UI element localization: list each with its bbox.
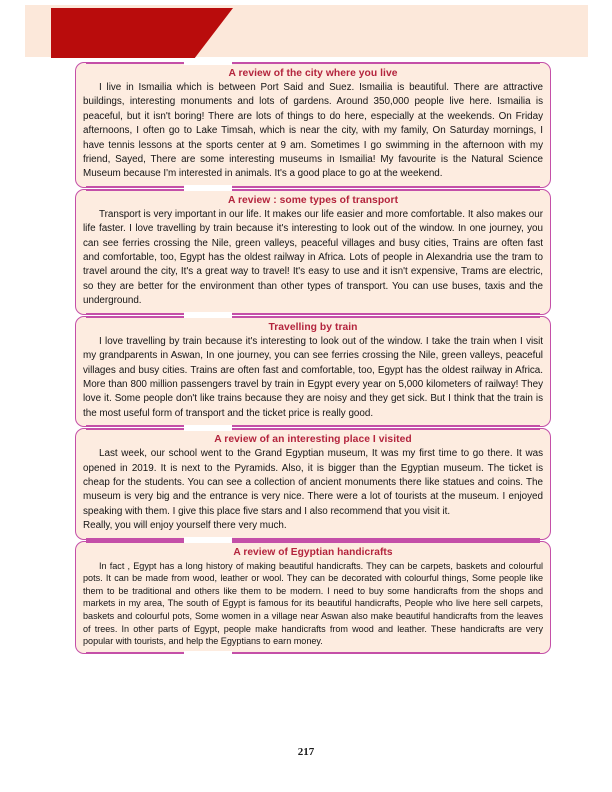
box-top-notch: [184, 539, 232, 543]
page-number: 217: [297, 746, 315, 758]
page-content: [0, 62, 612, 655]
box-top-edge-right: [232, 189, 540, 191]
review-body-place-extra: Really, you will enjoy yourself there very much.: [83, 520, 287, 532]
header-banner: [25, 5, 588, 57]
review-title-city: A review of the city where you live: [228, 68, 398, 79]
box-bottom-edge-right: [232, 652, 540, 654]
box-top-notch: [184, 427, 232, 431]
review-body-place: Last week, our school went to the Grand Egyptian museum, It was my first time to go there. It was opened in 2019. It is next to the Pyramids. Also, it is bigger than the Egyptian museum. The ticket is cheap for the students. You can see a collection of ancient monuments there like statues and coins. The museum is very big and the entrance is very nice. There were a lot of tourists at the museum. I enjoyed speaking with them. I give this place five stars and I also recommend that you visit it.: [83, 448, 543, 517]
box-top-edge-right: [232, 540, 540, 542]
review-box-transport: [75, 189, 551, 315]
box-top-edge-left: [86, 62, 184, 64]
box-bottom-notch: [184, 651, 232, 655]
review-title-train: Travelling by train: [268, 321, 358, 333]
box-top-edge-left: [86, 540, 184, 542]
review-box-handicrafts: [75, 541, 551, 654]
box-top-notch: [184, 61, 232, 65]
review-body-train: I love travelling by train because it's interesting to look out of the window. I take the train when I visit my grandparents in Aswan, In one journey, you can see ferries crossing the Nile, green valleys, peaceful villages and busy cities. Trains are often fast and comfortable, too, Egypt has the oldest railway in Africa. More than 800 million passengers travel by train in Egypt every year on 5,000 kilometers of railway! They love it. Some people don't like trains because they are noisy and they get sick. But I think that the train is the most useful form of transport and the ticket price is really good.: [83, 335, 543, 419]
review-title-transport: A review : some types of transport: [227, 194, 399, 206]
box-top-edge-right: [232, 62, 540, 64]
review-box-train: [75, 316, 551, 427]
review-title-place: A review of an interesting place I visited: [214, 434, 412, 446]
box-top-edge-left: [86, 189, 184, 191]
review-section-list: [75, 62, 551, 654]
review-body-city: I live in Ismailia which is between Port Said and Suez. Ismailia is beautiful. There are attractive buildings, interesting monuments and lots of gardens. Around 350,000 people live here. Ismailia is peaceful, but it isn't boring! There are lots of things to do here, especially at the weekends. On Friday afternoons, I often go to Lake Timsah, which is near the city, with my family, On Saturday mornings, I have tennis lessons at the sports center at 9 am. Sometimes I go swimming in the afternoon with my friend, Sayed, There are some interesting museums in Ismailia! My favourite is the Natural Science Museum because I'm interested in animals. It's a good place to go at the weekend.: [83, 82, 543, 180]
box-top-edge-right: [232, 428, 540, 430]
review-box-city: [75, 62, 551, 188]
box-top-notch: [184, 187, 232, 191]
red-angled-banner-shape: [51, 8, 233, 58]
box-top-edge-left: [86, 316, 184, 318]
box-bottom-edge-left: [86, 652, 184, 654]
review-body-handicrafts: In fact , Egypt has a long history of making beautiful handicrafts. They can be carpets, baskets and colourful pots. It can be made from wood, leather or wool. They can be decorated with colourful things, Some people like them to be traditional and others like them to be modern. I need to buy some handicrafts from the shops and markets in my area, The south of Egypt is famous for its beautiful handicrafts, People who live here sell carpets, baskets and colourful pots, Some women in a village near Aswan also make beautiful handicrafts from the leaves of trees. In other parts of Egypt, people make handicrafts from wood and leather. These handicrafts are very popular with tourists, and help the Egyptians to earn money.: [83, 560, 543, 647]
box-top-edge-right: [232, 316, 540, 318]
review-body-transport: Transport is very important in our life. It makes our life easier and more comfortable. It also makes our life faster. I love travelling by train because it's interesting to look out of the window. In one journey, you can see ferries crossing the Nile, green valleys, peaceful villages and busy cities, Trains are often fast and comfortable, too, Egypt has the oldest railway in Africa. Lots of people in Alexandria use the tram to travel around the city, It's a great way to travel! It's easy to use and it isn't expensive, Trams are electric, so they are better for the environment than other types of transport. You can use buses, taxis and the underground.: [83, 208, 543, 307]
review-box-place: [75, 428, 551, 539]
box-top-notch: [184, 314, 232, 318]
box-top-edge-left: [86, 428, 184, 430]
review-title-handicrafts: A review of Egyptian handicrafts: [233, 546, 393, 558]
